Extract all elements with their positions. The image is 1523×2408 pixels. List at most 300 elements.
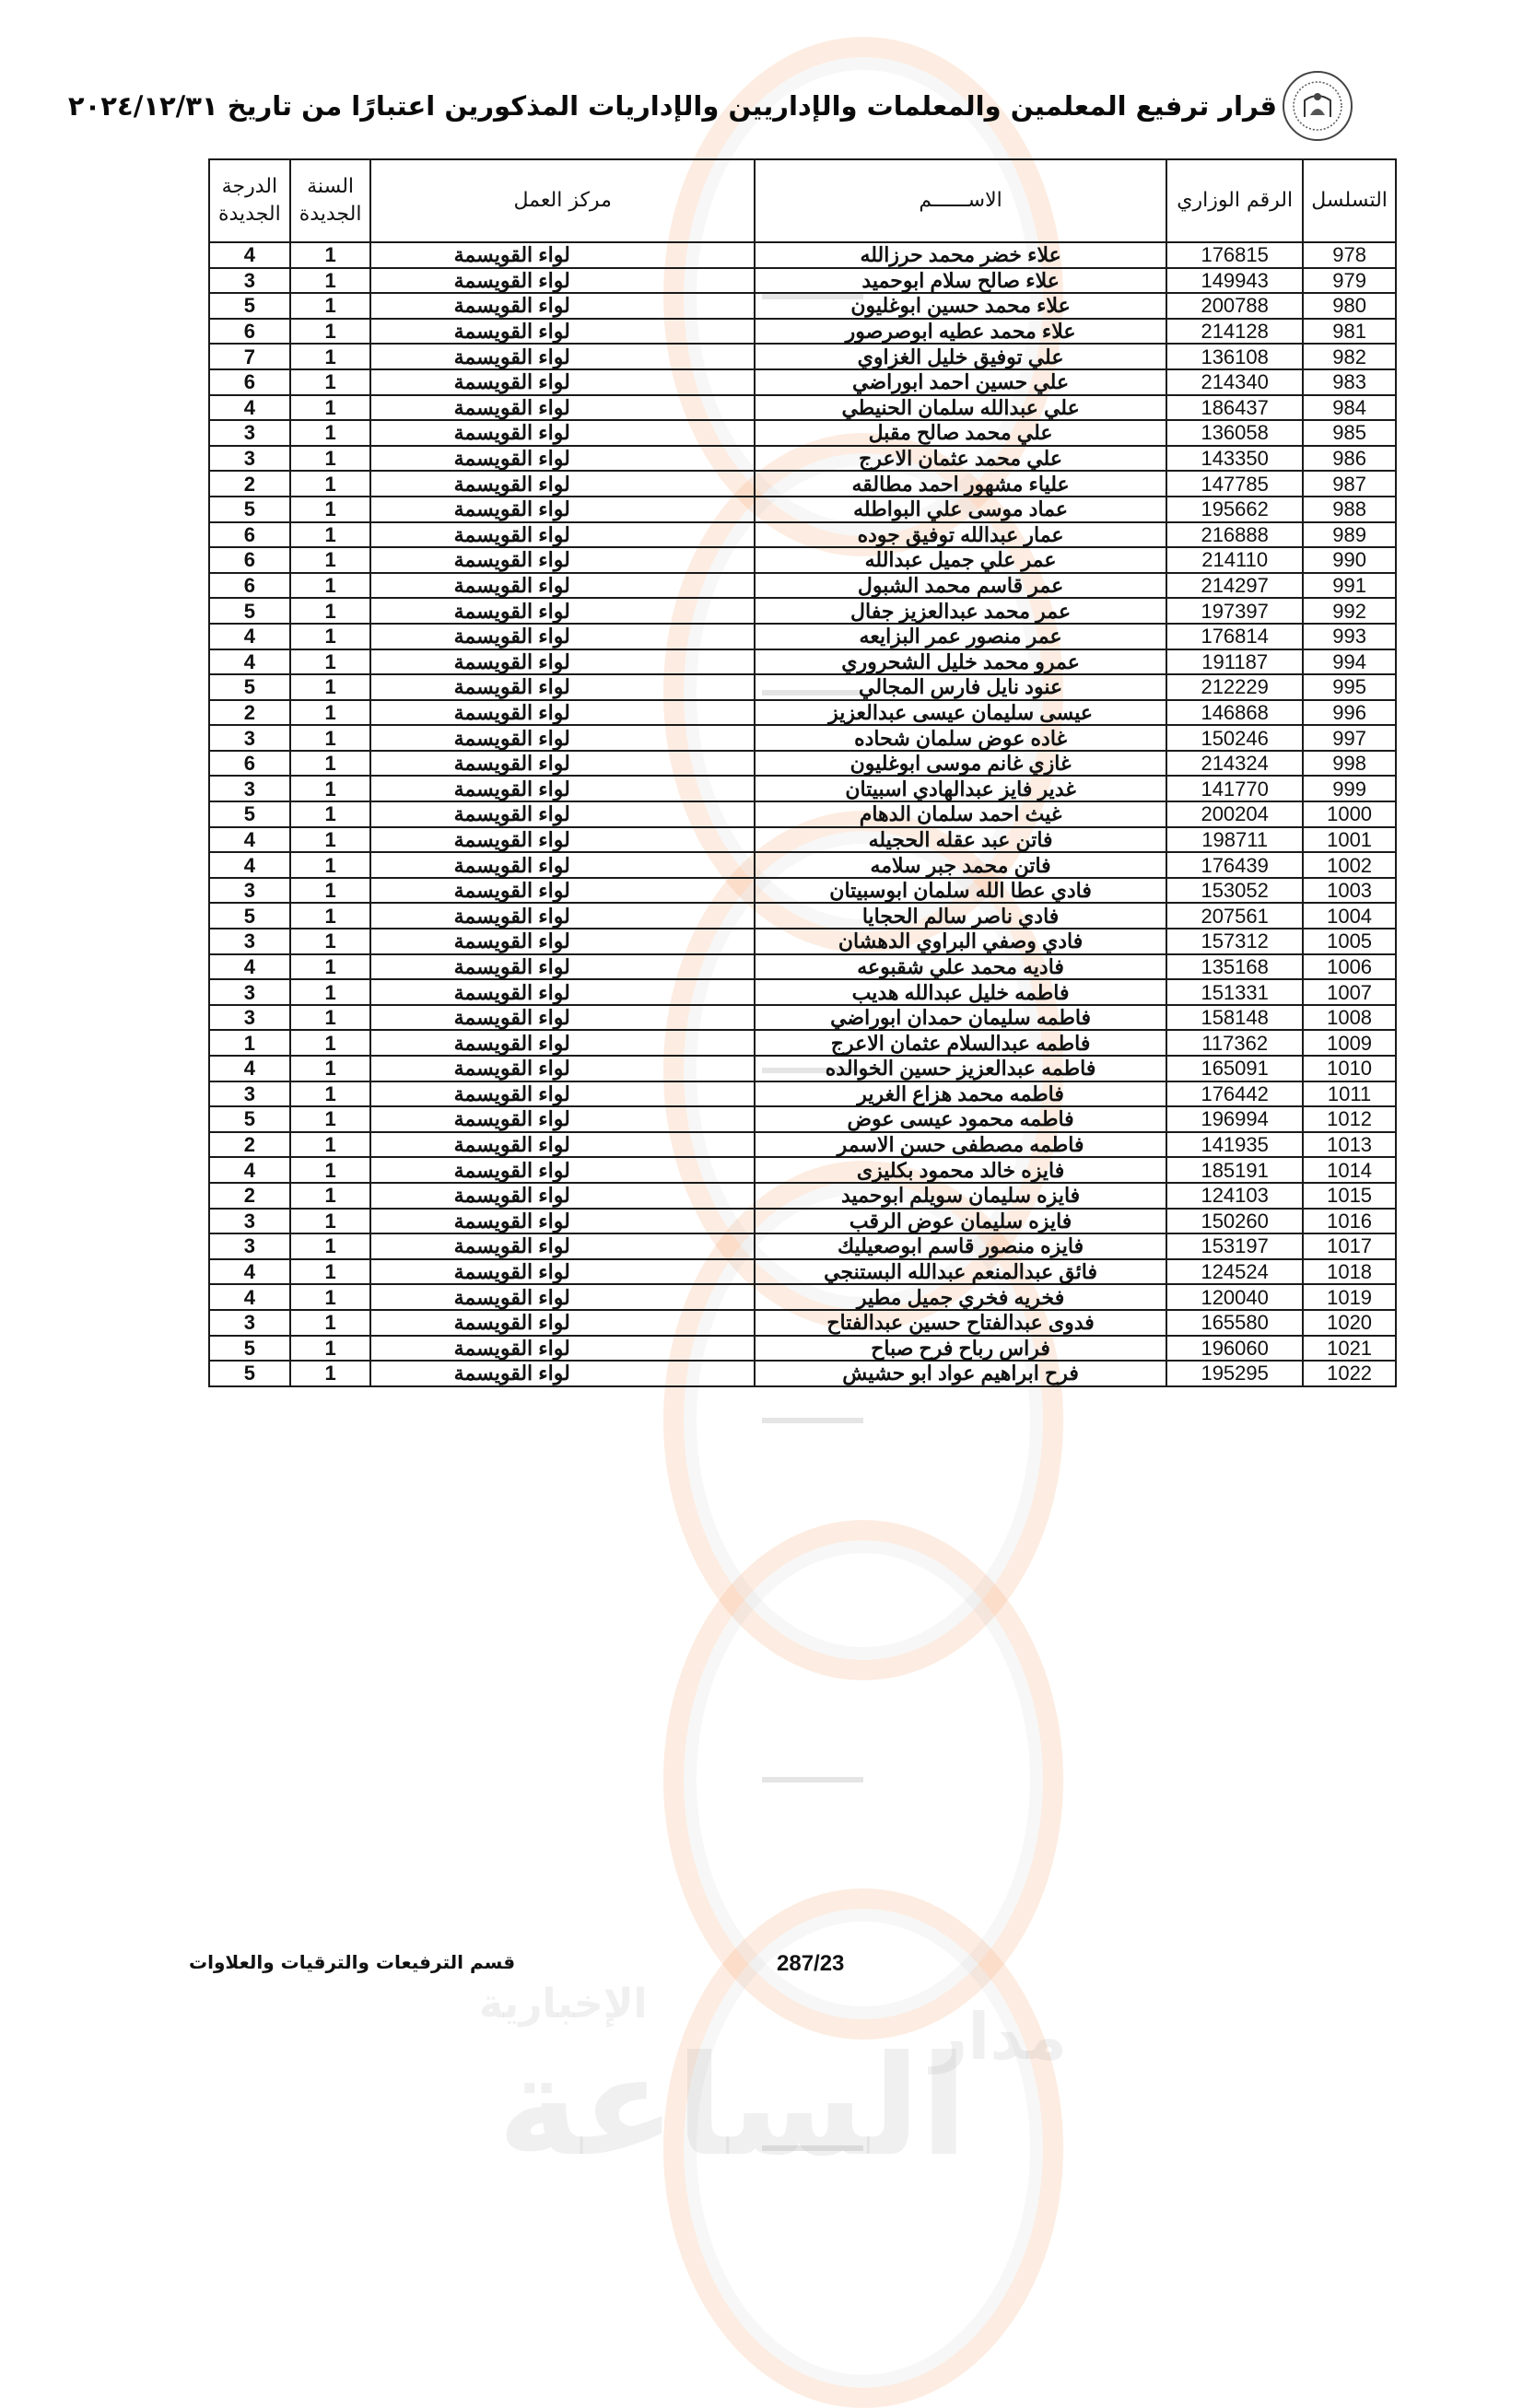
header-seq: التسلسل (1303, 159, 1396, 242)
cell-seq: 1005 (1303, 929, 1396, 954)
cell-ministry-number: 200788 (1166, 293, 1303, 319)
cell-name: فاديه محمد علي شقبوعه (755, 954, 1166, 980)
table-row (209, 1336, 1396, 1362)
cell-seq: 1010 (1303, 1056, 1396, 1081)
cell-new-grade: 5 (209, 293, 290, 319)
cell-new-year: 1 (290, 1132, 371, 1158)
table-row (209, 1132, 1396, 1158)
cell-new-year: 1 (290, 344, 371, 369)
cell-ministry-number: 153197 (1166, 1233, 1303, 1259)
cell-new-year: 1 (290, 1157, 371, 1183)
table-row (209, 497, 1396, 522)
workplace-text: لواء القويسمة (453, 1006, 570, 1030)
table-row (209, 776, 1396, 801)
cell-new-grade: 7 (209, 344, 290, 369)
cell-workplace (370, 1259, 755, 1285)
table-row (209, 268, 1396, 294)
cell-workplace (370, 954, 755, 980)
workplace-text: لواء القويسمة (453, 472, 570, 496)
workplace-text: لواء القويسمة (453, 827, 570, 851)
cell-new-grade: 4 (209, 1259, 290, 1285)
cell-new-grade: 3 (209, 1233, 290, 1259)
cell-new-year: 1 (290, 497, 371, 522)
cell-seq: 1006 (1303, 954, 1396, 980)
cell-seq: 980 (1303, 293, 1396, 319)
cell-ministry-number: 165091 (1166, 1056, 1303, 1081)
cell-seq: 990 (1303, 547, 1396, 573)
cell-workplace (370, 395, 755, 421)
cell-name: فاطمه مصطفى حسن الاسمر (755, 1132, 1166, 1158)
cell-new-grade: 2 (209, 471, 290, 497)
cell-new-grade: 3 (209, 979, 290, 1005)
cell-name: عمرو محمد خليل الشحروري (755, 649, 1166, 675)
cell-name: عماد موسى علي البواطله (755, 497, 1166, 522)
workplace-text: لواء القويسمة (453, 447, 570, 471)
table-header-row (209, 159, 1396, 242)
workplace-text: لواء القويسمة (453, 345, 570, 368)
cell-seq: 983 (1303, 369, 1396, 395)
cell-new-grade: 5 (209, 1106, 290, 1132)
cell-workplace (370, 1081, 755, 1107)
cell-new-year: 1 (290, 598, 371, 624)
cell-seq: 984 (1303, 395, 1396, 421)
cell-seq: 987 (1303, 471, 1396, 497)
cell-new-year: 1 (290, 1233, 371, 1259)
cell-workplace (370, 1233, 755, 1259)
cell-new-grade: 4 (209, 242, 290, 268)
cell-new-grade: 5 (209, 598, 290, 624)
cell-seq: 1007 (1303, 979, 1396, 1005)
cell-ministry-number: 176815 (1166, 242, 1303, 268)
table-row (209, 1081, 1396, 1107)
cell-seq: 985 (1303, 420, 1396, 446)
cell-new-grade: 3 (209, 420, 290, 446)
cell-workplace (370, 1132, 755, 1158)
workplace-text: لواء القويسمة (453, 777, 570, 801)
cell-workplace (370, 624, 755, 649)
page-number: 287/23 (777, 1951, 845, 1976)
cell-ministry-number: 198711 (1166, 827, 1303, 853)
workplace-text: لواء القويسمة (453, 548, 570, 572)
table-row (209, 751, 1396, 777)
cell-workplace (370, 725, 755, 751)
cell-new-grade: 1 (209, 1030, 290, 1056)
table-row (209, 725, 1396, 751)
cell-seq: 995 (1303, 674, 1396, 700)
watermark-brand-top: مدار (931, 1999, 1068, 2075)
cell-new-year: 1 (290, 420, 371, 446)
footer-department: قسم الترفيعات والترقيات والعلاوات (189, 1951, 516, 1973)
cell-name: فرح ابراهيم عواد ابو حشيش (755, 1361, 1166, 1386)
cell-workplace (370, 471, 755, 497)
cell-name: علي حسين احمد ابوراضي (755, 369, 1166, 395)
cell-name: فادي عطا الله سلمان ابوسبيتان (755, 878, 1166, 904)
cell-new-grade: 2 (209, 1132, 290, 1158)
cell-new-grade: 6 (209, 369, 290, 395)
cell-ministry-number: 214128 (1166, 319, 1303, 345)
cell-new-grade: 5 (209, 497, 290, 522)
cell-name: فاطمه محمود عيسى عوض (755, 1106, 1166, 1132)
table-row (209, 624, 1396, 649)
cell-ministry-number: 165580 (1166, 1310, 1303, 1336)
cell-name: علاء صالح سلام ابوحميد (755, 268, 1166, 294)
cell-new-year: 1 (290, 1209, 371, 1234)
cell-new-grade: 4 (209, 1056, 290, 1081)
cell-new-year: 1 (290, 852, 371, 878)
workplace-text: لواء القويسمة (453, 1107, 570, 1131)
cell-ministry-number: 200204 (1166, 801, 1303, 827)
table-row (209, 1030, 1396, 1056)
cell-workplace (370, 598, 755, 624)
table-row (209, 903, 1396, 929)
cell-ministry-number: 117362 (1166, 1030, 1303, 1056)
cell-new-grade: 3 (209, 776, 290, 801)
cell-new-year: 1 (290, 1259, 371, 1285)
cell-name: فاتن محمد جبر سلامه (755, 852, 1166, 878)
cell-new-grade: 3 (209, 1005, 290, 1031)
cell-seq: 1002 (1303, 852, 1396, 878)
cell-workplace (370, 547, 755, 573)
workplace-text: لواء القويسمة (453, 574, 570, 598)
cell-name: غازي غانم موسى ابوغليون (755, 751, 1166, 777)
workplace-text: لواء القويسمة (453, 1260, 570, 1284)
cell-seq: 982 (1303, 344, 1396, 369)
workplace-text: لواء القويسمة (453, 1285, 570, 1309)
cell-new-year: 1 (290, 547, 371, 573)
cell-seq: 1011 (1303, 1081, 1396, 1107)
cell-new-grade: 3 (209, 1310, 290, 1336)
table-row (209, 929, 1396, 954)
workplace-text: لواء القويسمة (453, 1184, 570, 1208)
workplace-text: لواء القويسمة (453, 649, 570, 673)
cell-name: فائق عبدالمنعم عبدالله البستنجي (755, 1259, 1166, 1285)
cell-name: فايزه سليمان سويلم ابوحميد (755, 1183, 1166, 1209)
header-ministry-number: الرقم الوزاري (1166, 159, 1303, 242)
cell-workplace (370, 1284, 755, 1310)
cell-workplace (370, 674, 755, 700)
workplace-text: لواء القويسمة (453, 294, 570, 318)
cell-workplace (370, 1361, 755, 1386)
cell-name: فادي ناصر سالم الحجايا (755, 903, 1166, 929)
cell-name: علياء مشهور احمد مطالقه (755, 471, 1166, 497)
workplace-text: لواء القويسمة (453, 1336, 570, 1360)
cell-name: علي توفيق خليل الغزاوي (755, 344, 1166, 369)
cell-ministry-number: 146868 (1166, 700, 1303, 726)
table-row (209, 954, 1396, 980)
cell-name: علاء خضر محمد حرزالله (755, 242, 1166, 268)
cell-seq: 992 (1303, 598, 1396, 624)
cell-seq: 994 (1303, 649, 1396, 675)
cell-name: غيث احمد سلمان الدهام (755, 801, 1166, 827)
cell-ministry-number: 150246 (1166, 725, 1303, 751)
workplace-text: لواء القويسمة (453, 1057, 570, 1081)
cell-name: غدير فايز عبدالهادي اسبيتان (755, 776, 1166, 801)
workplace-text: لواء القويسمة (453, 1133, 570, 1157)
header-name: الاســــــم (755, 159, 1166, 242)
cell-workplace (370, 1183, 755, 1209)
cell-workplace (370, 344, 755, 369)
document-header (67, 64, 1353, 147)
table-row (209, 1157, 1396, 1183)
cell-ministry-number: 191187 (1166, 649, 1303, 675)
workplace-text: لواء القويسمة (453, 320, 570, 344)
cell-workplace (370, 522, 755, 548)
table-row (209, 319, 1396, 345)
cell-workplace (370, 852, 755, 878)
cell-ministry-number: 186437 (1166, 395, 1303, 421)
cell-workplace (370, 979, 755, 1005)
cell-new-year: 1 (290, 471, 371, 497)
cell-name: علي عبدالله سلمان الحنيطي (755, 395, 1166, 421)
cell-new-year: 1 (290, 1106, 371, 1132)
workplace-text: لواء القويسمة (453, 1234, 570, 1258)
cell-name: عمر منصور عمر البزايعه (755, 624, 1166, 649)
cell-ministry-number: 185191 (1166, 1157, 1303, 1183)
cell-new-year: 1 (290, 446, 371, 472)
cell-ministry-number: 216888 (1166, 522, 1303, 548)
cell-new-grade: 3 (209, 878, 290, 904)
workplace-text: لواء القويسمة (453, 1158, 570, 1182)
table-row (209, 446, 1396, 472)
cell-workplace (370, 903, 755, 929)
cell-workplace (370, 268, 755, 294)
cell-ministry-number: 214297 (1166, 573, 1303, 599)
cell-new-year: 1 (290, 1005, 371, 1031)
table-row (209, 979, 1396, 1005)
workplace-text: لواء القويسمة (453, 954, 570, 978)
ministry-emblem-icon (1283, 71, 1353, 141)
table-row (209, 369, 1396, 395)
cell-name: فراس رباح فرح صباح (755, 1336, 1166, 1362)
table-row (209, 420, 1396, 446)
workplace-text: لواء القويسمة (453, 879, 570, 903)
watermark-clock-icon (663, 1520, 1063, 2040)
cell-ministry-number: 120040 (1166, 1284, 1303, 1310)
cell-name: فاطمه سليمان حمدان ابوراضي (755, 1005, 1166, 1031)
cell-ministry-number: 151331 (1166, 979, 1303, 1005)
cell-new-grade: 3 (209, 1081, 290, 1107)
cell-seq: 998 (1303, 751, 1396, 777)
workplace-text: لواء القويسمة (453, 1209, 570, 1233)
cell-new-grade: 2 (209, 700, 290, 726)
cell-new-year: 1 (290, 1361, 371, 1386)
cell-workplace (370, 497, 755, 522)
table-body (209, 242, 1396, 1386)
cell-new-grade: 4 (209, 852, 290, 878)
cell-new-year: 1 (290, 319, 371, 345)
workplace-text: لواء القويسمة (453, 1031, 570, 1055)
cell-workplace (370, 1056, 755, 1081)
cell-workplace (370, 446, 755, 472)
cell-new-grade: 3 (209, 725, 290, 751)
cell-ministry-number: 147785 (1166, 471, 1303, 497)
cell-new-grade: 5 (209, 1336, 290, 1362)
workplace-text: لواء القويسمة (453, 370, 570, 394)
cell-ministry-number: 197397 (1166, 598, 1303, 624)
cell-ministry-number: 135168 (1166, 954, 1303, 980)
cell-name: غاده عوض سلمان شحاده (755, 725, 1166, 751)
table-row (209, 801, 1396, 827)
cell-ministry-number: 157312 (1166, 929, 1303, 954)
cell-workplace (370, 319, 755, 345)
cell-workplace (370, 929, 755, 954)
table-row (209, 293, 1396, 319)
cell-name: علاء محمد حسين ابوغليون (755, 293, 1166, 319)
cell-workplace (370, 700, 755, 726)
watermark-brand-main: الساعة (498, 2027, 968, 2187)
cell-new-year: 1 (290, 649, 371, 675)
cell-new-grade: 4 (209, 1284, 290, 1310)
workplace-text: لواء القويسمة (453, 700, 570, 724)
cell-ministry-number: 143350 (1166, 446, 1303, 472)
cell-new-year: 1 (290, 929, 371, 954)
cell-workplace (370, 293, 755, 319)
cell-ministry-number: 196060 (1166, 1336, 1303, 1362)
cell-name: فاطمه عبدالسلام عثمان الاعرج (755, 1030, 1166, 1056)
cell-ministry-number: 195662 (1166, 497, 1303, 522)
table-row (209, 395, 1396, 421)
cell-seq: 1000 (1303, 801, 1396, 827)
cell-ministry-number: 141935 (1166, 1132, 1303, 1158)
cell-new-year: 1 (290, 369, 371, 395)
cell-new-year: 1 (290, 903, 371, 929)
cell-ministry-number: 176814 (1166, 624, 1303, 649)
cell-name: فخريه فخري جميل مطير (755, 1284, 1166, 1310)
cell-ministry-number: 149943 (1166, 268, 1303, 294)
cell-new-grade: 5 (209, 1361, 290, 1386)
cell-name: عمر محمد عبدالعزيز جفال (755, 598, 1166, 624)
cell-new-grade: 6 (209, 573, 290, 599)
workplace-text: لواء القويسمة (453, 752, 570, 776)
cell-new-grade: 3 (209, 268, 290, 294)
cell-name: فاطمه خليل عبدالله هديب (755, 979, 1166, 1005)
cell-seq: 1021 (1303, 1336, 1396, 1362)
cell-name: فدوى عبدالفتاح حسين عبدالفتاح (755, 1310, 1166, 1336)
cell-name: فاتن عبد عقله الحجيله (755, 827, 1166, 853)
cell-workplace (370, 1310, 755, 1336)
workplace-text: لواء القويسمة (453, 522, 570, 546)
table-row (209, 1183, 1396, 1209)
cell-workplace (370, 420, 755, 446)
cell-name: فايزه خالد محمود بكليزى (755, 1157, 1166, 1183)
cell-new-year: 1 (290, 522, 371, 548)
cell-new-year: 1 (290, 1030, 371, 1056)
cell-workplace (370, 801, 755, 827)
cell-workplace (370, 649, 755, 675)
header-new-grade: الدرجة الجديدة (209, 159, 290, 242)
cell-new-year: 1 (290, 878, 371, 904)
table-row (209, 1209, 1396, 1234)
table-row (209, 1310, 1396, 1336)
cell-new-year: 1 (290, 1336, 371, 1362)
cell-name: عنود نايل فارس المجالي (755, 674, 1166, 700)
cell-workplace (370, 242, 755, 268)
cell-name: فاطمه محمد هزاع الغرير (755, 1081, 1166, 1107)
cell-workplace (370, 751, 755, 777)
cell-seq: 1012 (1303, 1106, 1396, 1132)
cell-new-grade: 5 (209, 674, 290, 700)
cell-new-year: 1 (290, 1081, 371, 1107)
cell-seq: 1014 (1303, 1157, 1396, 1183)
cell-new-grade: 4 (209, 1157, 290, 1183)
workplace-text: لواء القويسمة (453, 980, 570, 1004)
cell-seq: 991 (1303, 573, 1396, 599)
watermark-clock-icon (663, 1888, 1063, 2408)
table-row (209, 547, 1396, 573)
cell-seq: 981 (1303, 319, 1396, 345)
table-row (209, 344, 1396, 369)
cell-new-year: 1 (290, 268, 371, 294)
workplace-text: لواء القويسمة (453, 243, 570, 267)
cell-new-grade: 4 (209, 395, 290, 421)
cell-seq: 996 (1303, 700, 1396, 726)
workplace-text: لواء القويسمة (453, 675, 570, 699)
cell-name: فادي وصفي البراوي الدهشان (755, 929, 1166, 954)
table-row (209, 649, 1396, 675)
cell-seq: 999 (1303, 776, 1396, 801)
cell-workplace (370, 827, 755, 853)
cell-name: عيسى سليمان عيسى عبدالعزيز (755, 700, 1166, 726)
cell-new-year: 1 (290, 827, 371, 853)
cell-new-year: 1 (290, 1284, 371, 1310)
cell-seq: 979 (1303, 268, 1396, 294)
cell-seq: 1013 (1303, 1132, 1396, 1158)
cell-ministry-number: 214324 (1166, 751, 1303, 777)
cell-seq: 1015 (1303, 1183, 1396, 1209)
cell-name: فايزه منصور قاسم ابوصعيليك (755, 1233, 1166, 1259)
cell-new-grade: 4 (209, 827, 290, 853)
cell-seq: 1018 (1303, 1259, 1396, 1285)
workplace-text: لواء القويسمة (453, 904, 570, 928)
cell-name: فاطمه عبدالعزيز حسين الخوالده (755, 1056, 1166, 1081)
cell-ministry-number: 212229 (1166, 674, 1303, 700)
cell-new-year: 1 (290, 1310, 371, 1336)
cell-new-year: 1 (290, 1056, 371, 1081)
cell-new-grade: 4 (209, 954, 290, 980)
cell-new-year: 1 (290, 624, 371, 649)
cell-seq: 1022 (1303, 1361, 1396, 1386)
cell-ministry-number: 176442 (1166, 1081, 1303, 1107)
cell-new-year: 1 (290, 725, 371, 751)
cell-new-year: 1 (290, 776, 371, 801)
table-row (209, 674, 1396, 700)
cell-name: عمار عبدالله توفيق جوده (755, 522, 1166, 548)
workplace-text: لواء القويسمة (453, 1311, 570, 1335)
cell-workplace (370, 1005, 755, 1031)
workplace-text: لواء القويسمة (453, 497, 570, 521)
table-row (209, 878, 1396, 904)
cell-workplace (370, 573, 755, 599)
table-row (209, 1284, 1396, 1310)
cell-ministry-number: 141770 (1166, 776, 1303, 801)
table-row (209, 573, 1396, 599)
cell-workplace (370, 369, 755, 395)
table-row (209, 242, 1396, 268)
table-row (209, 1056, 1396, 1081)
cell-new-grade: 6 (209, 547, 290, 573)
cell-new-year: 1 (290, 751, 371, 777)
cell-seq: 989 (1303, 522, 1396, 548)
cell-name: فايزه سليمان عوض الرقب (755, 1209, 1166, 1234)
table-row (209, 1233, 1396, 1259)
cell-new-year: 1 (290, 242, 371, 268)
cell-new-grade: 3 (209, 446, 290, 472)
cell-name: عمر علي جميل عبدالله (755, 547, 1166, 573)
workplace-text: لواء القويسمة (453, 802, 570, 826)
cell-name: عمر قاسم محمد الشبول (755, 573, 1166, 599)
cell-name: علي محمد عثمان الاعرج (755, 446, 1166, 472)
workplace-text: لواء القويسمة (453, 726, 570, 750)
